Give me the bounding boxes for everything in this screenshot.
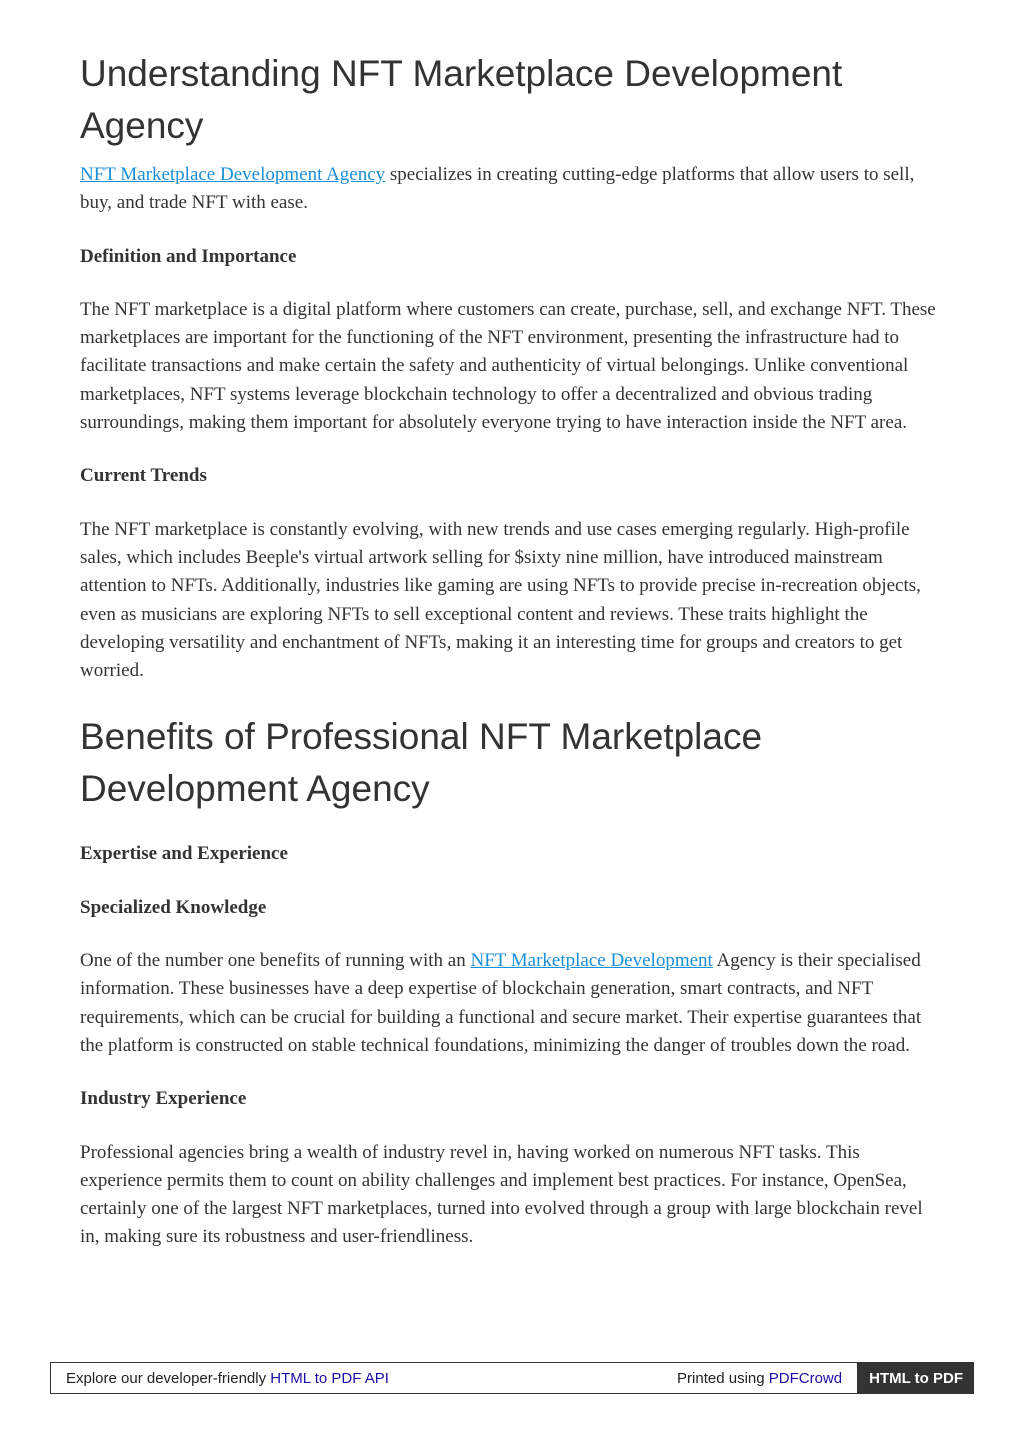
trends-heading: Current Trends (80, 465, 207, 487)
intro-paragraph (80, 161, 944, 218)
knowledge-text-post: Agency is their specialised information. These businesses have a deep expertise of blockchain generation, smart contracts, and NFT requirements, which can be crucial for building a functional and secure market. Their expertise guarantees that the platform is constructed on stable technical foundations, minimizing the danger of troubles down the road. (80, 950, 922, 1056)
footer-explore (51, 1370, 677, 1387)
section2-title: Benefits of Professional NFT Marketplace Development Agency (80, 716, 763, 810)
pdfcrowd-link[interactable]: PDFCrowd (768, 1369, 843, 1387)
definition-paragraph: The NFT marketplace is a digital platform where customers can create, purchase, sell, and exchange NFT. These marketplaces are important for the functioning of the NFT environment, presenting the infrastructure had to facilitate transactions and make certain the safety and authenticity of virtual belongings. Unlike conventional marketplaces, NFT systems leverage blockchain technology to offer a decentralized and obvious trading surroundings, making them important for absolutely everyone trying to have interaction inside the NFT area. (80, 298, 936, 434)
document-page (80, 48, 944, 1252)
knowledge-text-pre: One of the number one benefits of running with an (80, 950, 471, 972)
definition-heading: Definition and Importance (80, 245, 297, 267)
industry-heading: Industry Experience (80, 1088, 247, 1110)
pdfcrowd-footer (50, 1362, 974, 1394)
trends-paragraph: The NFT marketplace is constantly evolving, with new trends and use cases emerging regularly. High-profile sales, which includes Beeple's virtual artwork selling for $sixty nine million, have introduced mainstream attention to NFTs. Additionally, industries like gaming are using NFTs to provide precise in-recreation objects, even as musicians are exploring NFTs to sell exceptional content and reviews. These traits highlight the developing versatility and enchantment of NFTs, making it an interesting time for groups and creators to get worried. (80, 518, 921, 682)
footer-explore-text: Explore our developer-friendly (66, 1369, 271, 1387)
html-to-pdf-badge[interactable]: HTML to PDF (857, 1362, 974, 1394)
intro-text: specializes in creating cutting-edge platforms that allow users to sell, buy, and trade NFT with ease. (80, 164, 915, 214)
knowledge-paragraph (80, 947, 944, 1060)
industry-paragraph: Professional agencies bring a wealth of industry revel in, having worked on numerous NFT tasks. This experience permits them to count on ability challenges and implement best practices. For instance, OpenSea, certainly one of the largest NFT marketplaces, turned into evolved through a group with large blockchain revel in, making sure its robustness and user-friendliness. (80, 1141, 923, 1248)
footer-printed-text: Printed using (677, 1369, 769, 1387)
section1-title: Understanding NFT Marketplace Development Agency (80, 53, 843, 146)
intro-agency-link[interactable]: NFT Marketplace Development Agency (80, 164, 386, 185)
html-to-pdf-api-link[interactable]: HTML to PDF API (270, 1369, 389, 1387)
expertise-heading: Expertise and Experience (80, 843, 288, 865)
knowledge-heading: Specialized Knowledge (80, 896, 267, 918)
footer-printed (677, 1370, 857, 1387)
knowledge-development-link[interactable]: NFT Marketplace Development (470, 950, 713, 972)
